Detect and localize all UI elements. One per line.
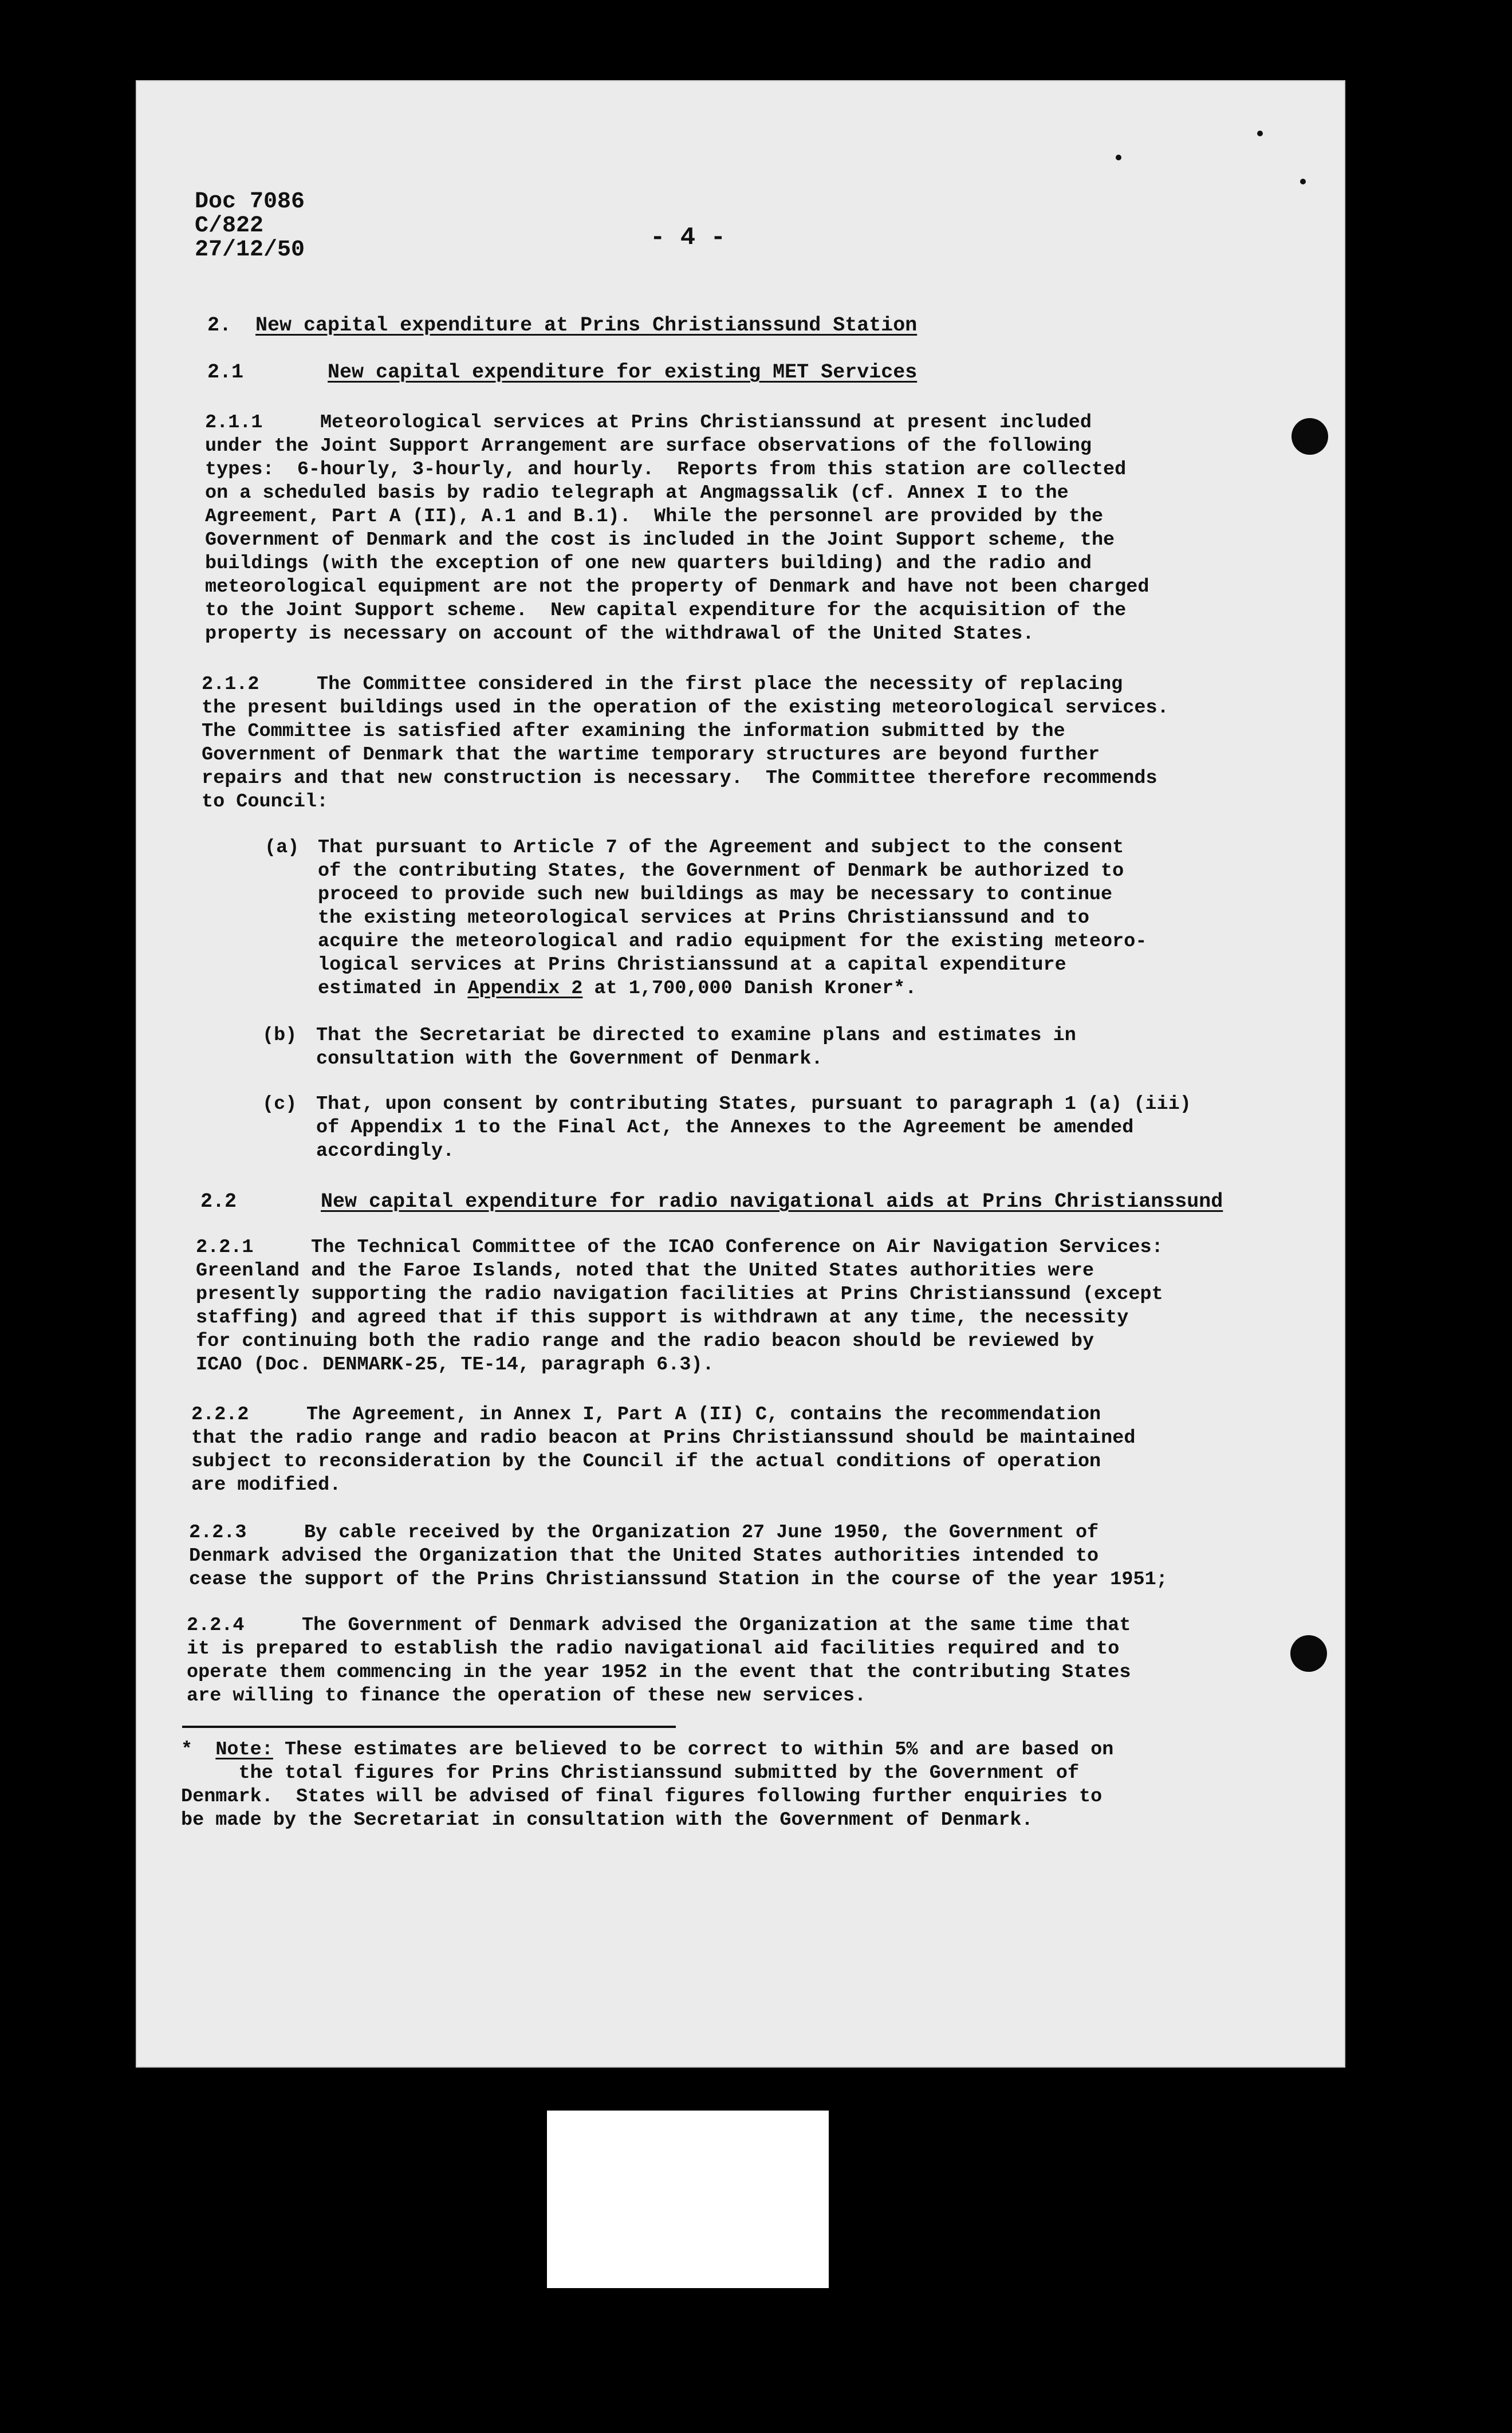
- item-c-label: (c): [262, 1093, 297, 1115]
- item-b-label: (b): [262, 1025, 297, 1046]
- item-c-text: That, upon consent by contributing States, pursuant to paragraph 1 (a) (iii) of Appendix 1 to the Final Act, the Annexes to the Agreement be amended accordingly.: [316, 1093, 1191, 1162]
- item-a-label: (a): [265, 837, 300, 859]
- paragraph-2-1-2: 2.1.2 The Committee considered in the first place the necessity of replacing the present buildings used in the operation of the existing meteorological services. The Committee is satisfied after examining the information submitted by the Government of Denmark that the wartime temporary structures are beyond further repairs and that new construction is necessary. The Committee therefore recommends to Council:: [202, 674, 1169, 813]
- item-a-body: That pursuant to Article 7 of the Agreement and subject to the consent of the contributing States, the Government of Denmark be authorized to proceed to provide such new buildings as may be necessary to continue the existing meteorological services at Prins Christianssund and to acquire the meteorological and radio equipment for the existing meteoro- logical services at Prins Christianssund at a capital expenditure: [318, 837, 1147, 976]
- appendix-2-reference: Appendix 2: [467, 978, 583, 999]
- punch-hole-top: [1292, 418, 1328, 455]
- item-a-text: [318, 836, 1147, 1001]
- section-2-2-number: 2.2: [200, 1190, 237, 1213]
- doc-number: Doc 7086: [195, 189, 305, 215]
- section-2-2-title: New capital expenditure for radio navigational aids at Prins Christianssund: [321, 1190, 1223, 1213]
- section-2-2-heading: [200, 1190, 1223, 1214]
- page-number: - 4 -: [650, 223, 726, 252]
- paragraph-2-2-2: 2.2.2 The Agreement, in Annex I, Part A (II) C, contains the recommendation that the radio range and radio beacon at Prins Christianssund should be maintained subject to reconsideration by the Council if the actual conditions of operation are modified.: [191, 1404, 1136, 1496]
- section-2-number: 2.: [207, 314, 232, 337]
- speck-1: [1116, 155, 1121, 160]
- paragraph-2-2-4: 2.2.4 The Government of Denmark advised the Organization at the same time that it is prepared to establish the radio navigational aid facilities required and to operate them commencing in the year 1952 in the event that the contributing States are willing to finance the operation of these new services.: [187, 1615, 1131, 1707]
- section-2-title: New capital expenditure at Prins Christianssund Station: [255, 314, 918, 337]
- section-2-heading: [207, 314, 917, 337]
- item-b-text: That the Secretariat be directed to examine plans and estimates in consultation with the Government of Denmark.: [316, 1025, 1076, 1070]
- section-2-1-title: New capital expenditure for existing MET Services: [328, 361, 918, 384]
- item-a-last-post: at 1,700,000 Danish Kroner*.: [582, 978, 917, 999]
- blank-card: [547, 2111, 829, 2288]
- footnote-label: Note:: [215, 1739, 273, 1761]
- doc-date: 27/12/50: [195, 237, 305, 263]
- footnote: [181, 1738, 1113, 1832]
- item-a-last-pre: estimated in: [318, 978, 468, 999]
- speck-2: [1257, 131, 1263, 136]
- document-reference: [195, 190, 305, 262]
- section-2-1-heading: [207, 361, 917, 384]
- punch-hole-bottom: [1290, 1635, 1327, 1672]
- footnote-marker: *: [181, 1739, 193, 1761]
- footnote-first-line: These estimates are believed to be correct to within 5% and are based on: [273, 1739, 1114, 1761]
- speck-3: [1300, 179, 1306, 184]
- section-2-1-number: 2.1: [207, 361, 244, 384]
- paragraph-2-2-1: 2.2.1 The Technical Committee of the ICAO Conference on Air Navigation Services: Greenland and the Faroe Islands, noted that the United States authorities were presently supporting the radio navigation facilities at Prins Christianssund (except staffing) and agreed that if this support is withdrawn at any time, the necessity for continuing both the radio range and the radio beacon should be reviewed by ICAO (Doc. DENMARK-25, TE-14, paragraph 6.3).: [196, 1237, 1163, 1376]
- footnote-rule: [182, 1726, 676, 1728]
- paragraph-2-1-1: 2.1.1 Meteorological services at Prins Christianssund at present included under the Joint Support Arrangement are surface observations of the following types: 6-hourly, 3-hourly, and hourly. Reports from this station are collected on a scheduled basis by radio telegraph at Angmagssalik (cf. Annex I to the Agreement, Part A (II), A.1 and B.1). While the personnel are provided by the Government of Denmark and the cost is included in the Joint Support scheme, the buildings (with the exception of one new quarters building) and the radio and meteorological equipment are not the property of Denmark and have not been charged to the Joint Support scheme. New capital expenditure for the acquisition of the property is necessary on account of the withdrawal of the United States.: [205, 412, 1149, 645]
- council-number: C/822: [195, 213, 264, 239]
- paragraph-2-2-3: 2.2.3 By cable received by the Organization 27 June 1950, the Government of Denmark advised the Organization that the United States authorities intended to cease the support of the Prins Christianssund Station in the course of the year 1951;: [189, 1522, 1168, 1590]
- footnote-body: the total figures for Prins Christianssund submitted by the Government of Denmark. States will be advised of final figures following further enquiries to be made by the Secretariat in consultation with the Government of Denmark.: [181, 1762, 1102, 1831]
